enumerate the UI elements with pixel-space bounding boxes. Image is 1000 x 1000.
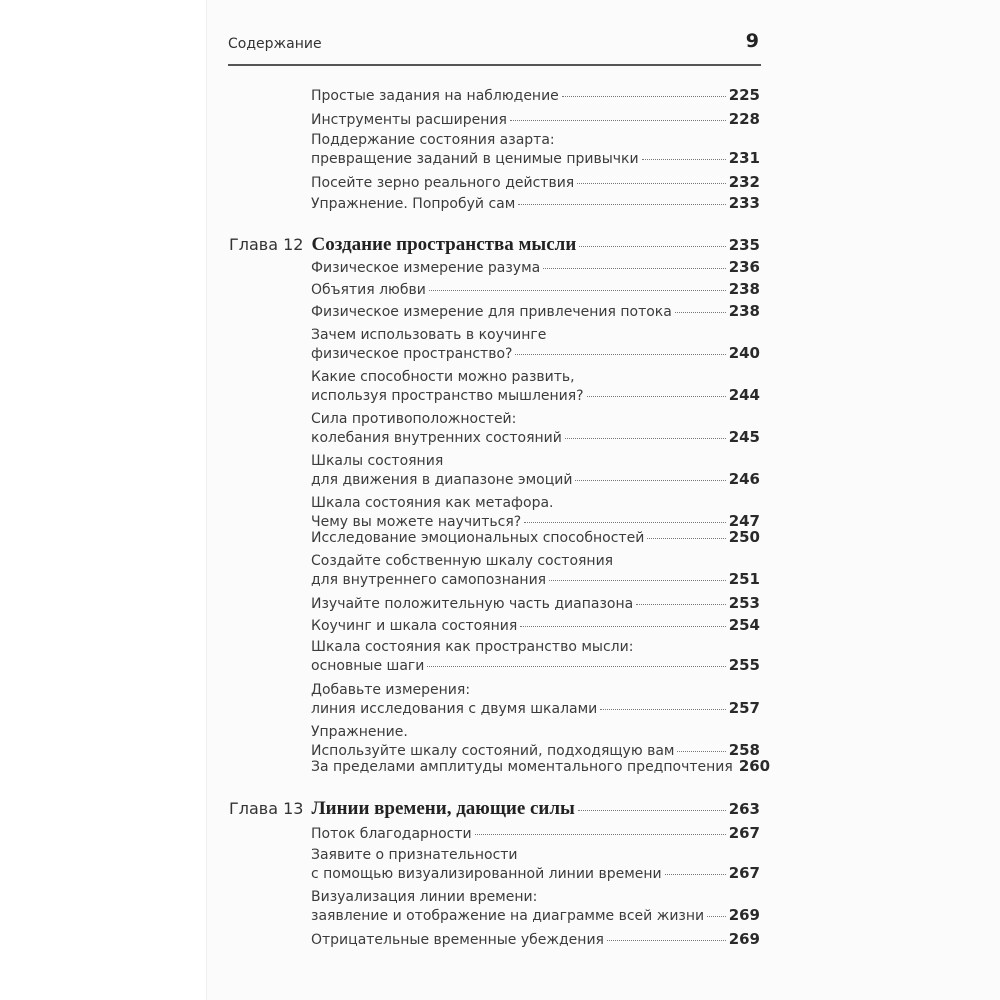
- toc-entry-title-line: Коучинг и шкала состояния: [311, 618, 518, 634]
- toc-entry-title-line: За пределами амплитуды моментального предпочтения: [311, 759, 733, 775]
- toc-entry: [311, 173, 760, 192]
- toc-entry-row: [311, 757, 771, 776]
- dot-leader: [579, 246, 725, 247]
- dot-leader: [520, 626, 725, 627]
- dot-leader: [642, 159, 726, 160]
- toc-entry-title-line: Инструменты расширения: [311, 112, 507, 128]
- toc-entry-row: [311, 194, 760, 213]
- toc-entry: [311, 368, 760, 405]
- toc-page-number: 253: [728, 594, 760, 612]
- chapter-label: Глава 13: [229, 799, 304, 818]
- toc-entry-title-line: Упражнение.: [311, 724, 408, 740]
- toc-page-number: 269: [728, 906, 760, 924]
- toc-entry: [311, 258, 760, 277]
- toc-entry-row: [311, 528, 760, 547]
- toc-page-number: 257: [728, 699, 760, 717]
- toc-page-number: 228: [728, 110, 760, 128]
- toc-entry-row: [311, 258, 760, 277]
- dot-leader: [587, 396, 726, 397]
- dot-leader: [427, 666, 725, 667]
- toc-page-number: 225: [728, 86, 760, 104]
- toc-entry: [311, 302, 760, 321]
- toc-entry-title-line: Посейте зерно реального действия: [311, 175, 575, 191]
- toc-entry: [311, 681, 760, 718]
- toc-entry-title-line: Визуализация линии времени:: [311, 889, 538, 905]
- toc-entry-title-line: Простые задания на наблюдение: [311, 88, 559, 104]
- toc-page-number: 269: [728, 930, 760, 948]
- toc-entry-title-line: используя пространство мышления?: [311, 388, 584, 404]
- toc-entry: [311, 410, 760, 447]
- toc-entry: [311, 930, 760, 949]
- toc-entry-row: [311, 570, 760, 589]
- toc-page-number: 245: [728, 428, 760, 446]
- toc-entry-title-line: Исследование эмоциональных способностей: [311, 530, 645, 546]
- toc-page-number: 238: [728, 302, 760, 320]
- toc-entry-title-line: Отрицательные временные убеждения: [311, 932, 604, 948]
- toc-entry-title-line: с помощью визуализированной линии времени: [311, 866, 662, 882]
- toc-entry-title-line: Добавьте измерения:: [311, 682, 471, 698]
- toc-entry-title-line: Шкала состояния как пространство мысли:: [311, 639, 634, 655]
- toc-page-number: 240: [728, 344, 760, 362]
- dot-leader: [510, 120, 726, 121]
- toc-entry-title-line: Сила противоположностей:: [311, 411, 517, 427]
- toc-entry-title-line: Чему вы можете научиться?: [311, 514, 522, 530]
- toc-entry-title-line: Физическое измерение для привлечения потока: [311, 304, 672, 320]
- toc-entry-row: [311, 906, 760, 925]
- toc-entry-row: [311, 302, 760, 321]
- toc-page-number: 250: [728, 528, 760, 546]
- dot-leader: [475, 834, 726, 835]
- toc-entry: [311, 594, 760, 613]
- toc-page-number: 251: [728, 570, 760, 588]
- toc-entry: [311, 86, 760, 105]
- toc-entry-row: [311, 386, 760, 405]
- dot-leader: [647, 538, 725, 539]
- toc-entry-title-line: Физическое измерение разума: [311, 260, 541, 276]
- toc-entry: [311, 528, 760, 547]
- toc-page-number: 255: [728, 656, 760, 674]
- dot-leader: [578, 810, 726, 811]
- toc-entry-row: [311, 594, 760, 613]
- toc-page-number: 235: [728, 236, 760, 254]
- dot-leader: [562, 96, 726, 97]
- toc-entry-row: [311, 173, 760, 192]
- toc-entry: [311, 110, 760, 129]
- toc-entry: [311, 888, 760, 925]
- toc-entry-title-line: Зачем использовать в коучинге: [311, 327, 547, 343]
- toc-entry: [311, 194, 760, 213]
- page-number: 9: [745, 30, 759, 52]
- toc-entry: [311, 723, 760, 760]
- toc-entry-row: [311, 149, 760, 168]
- toc-entry-title-line: Заявите о признательности: [311, 847, 518, 863]
- toc-entry: [311, 824, 760, 843]
- toc-entry-title-line: Поток благодарности: [311, 826, 472, 842]
- dot-leader: [429, 290, 726, 291]
- toc-entry-row: [311, 616, 760, 635]
- dot-leader: [518, 204, 725, 205]
- toc-entry-title-line: Какие способности можно развить,: [311, 369, 575, 385]
- toc-entry-row: [311, 280, 760, 299]
- toc-entry: [311, 326, 760, 363]
- toc-entry: [311, 846, 760, 883]
- toc-entry: [311, 494, 760, 531]
- dot-leader: [543, 268, 725, 269]
- toc-entry-title-line: для внутреннего самопознания: [311, 572, 547, 588]
- dot-leader: [675, 312, 726, 313]
- toc-chapter: [229, 234, 760, 256]
- toc-page-number: 232: [728, 173, 760, 191]
- toc-page-number: 238: [728, 280, 760, 298]
- toc-entry-row: [311, 930, 760, 949]
- toc-entry-title-line: колебания внутренних состояний: [311, 430, 562, 446]
- toc-entry: [311, 638, 760, 675]
- toc-page-number: 233: [728, 194, 760, 212]
- running-title: Содержание: [228, 36, 322, 52]
- toc-entry: [311, 757, 771, 776]
- toc-page-number: 244: [728, 386, 760, 404]
- toc-entry-title-line: Создайте собственную шкалу состояния: [311, 553, 614, 569]
- toc-page-number: 260: [738, 757, 771, 775]
- dot-leader: [575, 480, 725, 481]
- toc-entry-title-line: Шкала состояния как метафора.: [311, 495, 554, 511]
- toc-entry-title-line: Изучайте положительную часть диапазона: [311, 596, 634, 612]
- toc-entry: [311, 552, 760, 589]
- toc-entry-title-line: линия исследования с двумя шкалами: [311, 701, 598, 717]
- toc-entry: [311, 616, 760, 635]
- toc-entry: [311, 280, 760, 299]
- dot-leader: [600, 709, 725, 710]
- chapter-title: Линии времени, дающие силы: [311, 798, 575, 819]
- dot-leader: [677, 751, 725, 752]
- toc-entry-title-line: Используйте шкалу состояний, подходящую вам: [311, 743, 675, 759]
- toc-page-number: 267: [728, 864, 760, 882]
- toc-entry-title-line: основные шаги: [311, 658, 425, 674]
- toc-page-number: 246: [728, 470, 760, 488]
- toc-page-number: 267: [728, 824, 760, 842]
- dot-leader: [607, 940, 726, 941]
- toc-entry: [311, 131, 760, 168]
- toc-page-number: 263: [728, 800, 760, 818]
- toc-entry-row: [311, 110, 760, 129]
- toc-entry-row: [311, 86, 760, 105]
- dot-leader: [515, 354, 725, 355]
- dot-leader: [636, 604, 725, 605]
- toc-entry-title-line: Упражнение. Попробуй сам: [311, 196, 516, 212]
- toc-entry-row: [311, 656, 760, 675]
- toc-entry-title-line: Шкалы состояния: [311, 453, 444, 469]
- toc-entry-row: [311, 470, 760, 489]
- dot-leader: [707, 916, 726, 917]
- toc-entry-row: [311, 699, 760, 718]
- dot-leader: [524, 522, 726, 523]
- toc-page-number: 231: [728, 149, 760, 167]
- toc-entry-title-line: превращение заданий в ценимые привычки: [311, 151, 639, 167]
- toc-page-number: 254: [728, 616, 760, 634]
- dot-leader: [665, 874, 726, 875]
- toc-page-number: 247: [728, 512, 760, 530]
- dot-leader: [577, 183, 725, 184]
- toc-entry: [311, 452, 760, 489]
- toc-chapter: [229, 798, 760, 820]
- toc-entry-row: [311, 864, 760, 883]
- toc-entry-title-line: Объятия любви: [311, 282, 426, 298]
- toc-entry-title-line: для движения в диапазоне эмоций: [311, 472, 573, 488]
- dot-leader: [565, 438, 726, 439]
- toc-entry-row: [311, 428, 760, 447]
- toc-page-number: 258: [728, 741, 760, 759]
- toc-page-number: 236: [728, 258, 760, 276]
- toc-entry-title-line: Поддержание состояния азарта:: [311, 132, 555, 148]
- dot-leader: [549, 580, 726, 581]
- chapter-title: Создание пространства мысли: [311, 234, 577, 255]
- toc-entry-title-line: заявление и отображение на диаграмме всей жизни: [311, 908, 705, 924]
- toc-entry-row: [311, 344, 760, 363]
- chapter-label: Глава 12: [229, 235, 304, 254]
- toc-entry-row: [311, 824, 760, 843]
- toc-entry-title-line: физическое пространство?: [311, 346, 513, 362]
